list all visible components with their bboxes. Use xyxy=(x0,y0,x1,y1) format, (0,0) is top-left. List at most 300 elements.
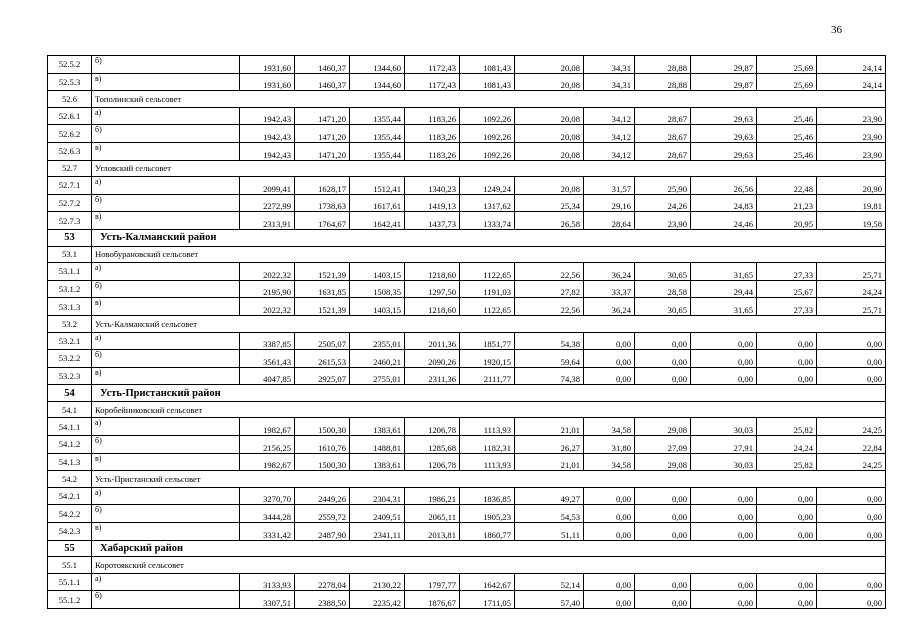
table-cell-value: 25,71 xyxy=(817,298,886,316)
table-cell-value: 28,67 xyxy=(635,142,691,160)
table-cell-value: 1092,26 xyxy=(460,107,515,125)
table-row xyxy=(48,56,886,74)
table-cell-value: 1081,43 xyxy=(460,73,515,91)
table-cell-value: 1249,24 xyxy=(460,177,515,195)
table-cell-value: 2487,90 xyxy=(295,523,350,541)
table-cell-value: 2409,51 xyxy=(350,505,405,523)
table-cell-value: 19,81 xyxy=(817,194,886,212)
table-cell-value: 1471,20 xyxy=(295,142,350,160)
table-cell-value: 2195,90 xyxy=(240,280,295,298)
row-variant-label: в) xyxy=(92,73,240,91)
table-cell-value: 1631,85 xyxy=(295,280,350,298)
table-cell-value: 29,16 xyxy=(584,194,635,212)
table-cell-value: 2235,42 xyxy=(350,591,405,609)
district-title: Усть-Калманский район xyxy=(92,229,886,246)
table-cell-value: 2011,36 xyxy=(405,332,460,350)
tariff-table xyxy=(47,55,886,609)
table-cell-value: 3387,85 xyxy=(240,332,295,350)
table-cell-value: 1183,26 xyxy=(405,142,460,160)
table-cell-value: 57,40 xyxy=(515,591,584,609)
table-row xyxy=(48,487,886,505)
table-cell-value: 1333,74 xyxy=(460,212,515,230)
row-code: 53 xyxy=(48,229,92,246)
table-cell-value: 0,00 xyxy=(635,573,691,591)
table-cell-value: 1905,23 xyxy=(460,505,515,523)
table-cell-value: 25,34 xyxy=(515,194,584,212)
settlement-header-row xyxy=(48,557,886,574)
row-code: 54.2.3 xyxy=(48,523,92,541)
table-cell-value: 34,12 xyxy=(584,107,635,125)
table-cell-value: 21,01 xyxy=(515,418,584,436)
table-cell-value: 1113,93 xyxy=(460,453,515,471)
table-cell-value: 0,00 xyxy=(757,591,817,609)
settlement-header-row xyxy=(48,471,886,488)
table-row xyxy=(48,298,886,316)
table-cell-value: 2505,07 xyxy=(295,332,350,350)
table-cell-value: 22,84 xyxy=(817,436,886,454)
table-row xyxy=(48,367,886,385)
table-cell-value: 0,00 xyxy=(757,523,817,541)
table-cell-value: 25,46 xyxy=(757,142,817,160)
row-variant-label: б) xyxy=(92,350,240,368)
table-cell-value: 1182,31 xyxy=(460,436,515,454)
table-cell-value: 1628,17 xyxy=(295,177,350,195)
table-cell-value: 1122,65 xyxy=(460,298,515,316)
table-cell-value: 74,38 xyxy=(515,367,584,385)
table-cell-value: 1218,60 xyxy=(405,263,460,281)
table-cell-value: 2013,81 xyxy=(405,523,460,541)
table-cell-value: 1508,35 xyxy=(350,280,405,298)
row-code: 53.2.3 xyxy=(48,367,92,385)
settlement-title: Усть-Калманский сельсовет xyxy=(92,315,886,332)
table-cell-value: 23,90 xyxy=(817,107,886,125)
table-cell-value: 0,00 xyxy=(757,350,817,368)
table-cell-value: 0,00 xyxy=(757,505,817,523)
row-variant-label: в) xyxy=(92,142,240,160)
table-cell-value: 1797,77 xyxy=(405,573,460,591)
table-cell-value: 54,38 xyxy=(515,332,584,350)
table-cell-value: 2022,32 xyxy=(240,298,295,316)
table-cell-value: 2278,04 xyxy=(295,573,350,591)
table-cell-value: 28,88 xyxy=(635,56,691,74)
table-cell-value: 0,00 xyxy=(635,505,691,523)
table-cell-value: 49,27 xyxy=(515,487,584,505)
table-row xyxy=(48,107,886,125)
table-cell-value: 1403,15 xyxy=(350,263,405,281)
table-cell-value: 1183,26 xyxy=(405,125,460,143)
table-cell-value: 4047,85 xyxy=(240,367,295,385)
row-code: 52.7 xyxy=(48,160,92,177)
table-cell-value: 20,95 xyxy=(757,212,817,230)
row-code: 55 xyxy=(48,540,92,557)
settlement-title: Угловский сельсовет xyxy=(92,160,886,177)
row-code: 52.6.3 xyxy=(48,142,92,160)
table-cell-value: 30,65 xyxy=(635,298,691,316)
table-cell-value: 1344,60 xyxy=(350,56,405,74)
table-cell-value: 30,03 xyxy=(691,453,757,471)
table-cell-value: 27,33 xyxy=(757,263,817,281)
table-cell-value: 29,08 xyxy=(635,453,691,471)
row-variant-label: а) xyxy=(92,487,240,505)
table-cell-value: 29,63 xyxy=(691,142,757,160)
table-cell-value: 2313,91 xyxy=(240,212,295,230)
table-row xyxy=(48,573,886,591)
table-cell-value: 0,00 xyxy=(817,591,886,609)
row-variant-label: в) xyxy=(92,212,240,230)
table-cell-value: 28,58 xyxy=(635,280,691,298)
table-cell-value: 1403,15 xyxy=(350,298,405,316)
row-code: 52.7.3 xyxy=(48,212,92,230)
row-code: 52.7.2 xyxy=(48,194,92,212)
table-cell-value: 24,25 xyxy=(817,418,886,436)
table-cell-value: 2388,50 xyxy=(295,591,350,609)
table-cell-value: 1521,39 xyxy=(295,298,350,316)
table-cell-value: 0,00 xyxy=(584,487,635,505)
table-cell-value: 34,12 xyxy=(584,142,635,160)
table-cell-value: 0,00 xyxy=(817,505,886,523)
table-cell-value: 25,71 xyxy=(817,263,886,281)
table-cell-value: 22,56 xyxy=(515,298,584,316)
table-cell-value: 26,58 xyxy=(515,212,584,230)
table-cell-value: 1460,37 xyxy=(295,73,350,91)
table-cell-value: 2111,77 xyxy=(460,367,515,385)
table-cell-value: 0,00 xyxy=(817,573,886,591)
settlement-title: Тополинский сельсовет xyxy=(92,91,886,108)
table-cell-value: 25,46 xyxy=(757,125,817,143)
row-code: 54 xyxy=(48,385,92,402)
settlement-header-row xyxy=(48,246,886,263)
district-title: Хабарский район xyxy=(92,540,886,557)
table-cell-value: 1172,43 xyxy=(405,56,460,74)
table-cell-value: 1355,44 xyxy=(350,142,405,160)
table-cell-value: 1500,30 xyxy=(295,453,350,471)
table-cell-value: 0,00 xyxy=(817,523,886,541)
row-variant-label: б) xyxy=(92,591,240,609)
table-cell-value: 24,24 xyxy=(757,436,817,454)
table-cell-value: 34,12 xyxy=(584,125,635,143)
table-cell-value: 2341,11 xyxy=(350,523,405,541)
row-code: 53.1.2 xyxy=(48,280,92,298)
row-variant-label: а) xyxy=(92,332,240,350)
table-cell-value: 59,64 xyxy=(515,350,584,368)
settlement-title: Коротоякский сельсовет xyxy=(92,557,886,574)
table-cell-value: 0,00 xyxy=(584,523,635,541)
table-cell-value: 1738,63 xyxy=(295,194,350,212)
table-cell-value: 23,90 xyxy=(817,142,886,160)
table-cell-value: 1113,93 xyxy=(460,418,515,436)
table-cell-value: 25,69 xyxy=(757,73,817,91)
table-cell-value: 1488,81 xyxy=(350,436,405,454)
table-cell-value: 23,90 xyxy=(817,125,886,143)
table-cell-value: 1610,76 xyxy=(295,436,350,454)
table-cell-value: 20,08 xyxy=(515,73,584,91)
row-code: 54.2 xyxy=(48,471,92,488)
table-cell-value: 25,82 xyxy=(757,453,817,471)
row-variant-label: а) xyxy=(92,573,240,591)
district-title: Усть-Пристанский район xyxy=(92,385,886,402)
table-cell-value: 1931,60 xyxy=(240,73,295,91)
table-cell-value: 1297,50 xyxy=(405,280,460,298)
table-cell-value: 27,09 xyxy=(635,436,691,454)
table-cell-value: 1521,39 xyxy=(295,263,350,281)
table-cell-value: 1122,65 xyxy=(460,263,515,281)
table-cell-value: 28,64 xyxy=(584,212,635,230)
table-cell-value: 20,08 xyxy=(515,56,584,74)
table-cell-value: 24,83 xyxy=(691,194,757,212)
table-cell-value: 3561,43 xyxy=(240,350,295,368)
table-cell-value: 0,00 xyxy=(757,332,817,350)
table-cell-value: 0,00 xyxy=(817,487,886,505)
table-cell-value: 31,65 xyxy=(691,263,757,281)
page-number: 36 xyxy=(831,24,842,36)
table-cell-value: 29,87 xyxy=(691,73,757,91)
table-row xyxy=(48,523,886,541)
row-variant-label: в) xyxy=(92,453,240,471)
table-cell-value: 0,00 xyxy=(691,573,757,591)
settlement-header-row xyxy=(48,401,886,418)
row-variant-label: б) xyxy=(92,436,240,454)
row-code: 55.1 xyxy=(48,557,92,574)
row-variant-label: б) xyxy=(92,194,240,212)
table-cell-value: 0,00 xyxy=(757,367,817,385)
row-code: 55.1.1 xyxy=(48,573,92,591)
row-code: 52.5.3 xyxy=(48,73,92,91)
district-header-row xyxy=(48,229,886,246)
row-code: 54.1.1 xyxy=(48,418,92,436)
table-cell-value: 28,67 xyxy=(635,107,691,125)
row-code: 52.6.2 xyxy=(48,125,92,143)
table-cell-value: 1460,37 xyxy=(295,56,350,74)
table-cell-value: 2065,11 xyxy=(405,505,460,523)
table-cell-value: 29,08 xyxy=(635,418,691,436)
table-cell-value: 3307,51 xyxy=(240,591,295,609)
table-cell-value: 25,46 xyxy=(757,107,817,125)
table-row xyxy=(48,280,886,298)
table-cell-value: 1642,41 xyxy=(350,212,405,230)
table-cell-value: 21,23 xyxy=(757,194,817,212)
table-row xyxy=(48,125,886,143)
table-cell-value: 1092,26 xyxy=(460,142,515,160)
table-cell-value: 36,24 xyxy=(584,263,635,281)
table-cell-value: 51,11 xyxy=(515,523,584,541)
table-cell-value: 1344,60 xyxy=(350,73,405,91)
table-cell-value: 0,00 xyxy=(584,505,635,523)
table-row xyxy=(48,177,886,195)
table-cell-value: 2022,32 xyxy=(240,263,295,281)
table-cell-value: 2304,31 xyxy=(350,487,405,505)
table-cell-value: 1471,20 xyxy=(295,125,350,143)
table-cell-value: 25,82 xyxy=(757,418,817,436)
table-cell-value: 26,56 xyxy=(691,177,757,195)
table-cell-value: 27,33 xyxy=(757,298,817,316)
table-cell-value: 1340,23 xyxy=(405,177,460,195)
row-variant-label: б) xyxy=(92,125,240,143)
table-cell-value: 1317,62 xyxy=(460,194,515,212)
table-row xyxy=(48,194,886,212)
table-cell-value: 0,00 xyxy=(584,367,635,385)
table-row xyxy=(48,591,886,609)
row-code: 52.7.1 xyxy=(48,177,92,195)
table-cell-value: 0,00 xyxy=(691,350,757,368)
table-cell-value: 34,31 xyxy=(584,73,635,91)
settlement-title: Коробейниковский сельсовет xyxy=(92,401,886,418)
table-cell-value: 26,27 xyxy=(515,436,584,454)
table-cell-value: 2559,72 xyxy=(295,505,350,523)
table-cell-value: 23,90 xyxy=(635,212,691,230)
table-cell-value: 1836,85 xyxy=(460,487,515,505)
table-cell-value: 1642,67 xyxy=(460,573,515,591)
table-cell-value: 0,00 xyxy=(691,332,757,350)
table-cell-value: 2355,01 xyxy=(350,332,405,350)
table-cell-value: 22,48 xyxy=(757,177,817,195)
table-cell-value: 2130,22 xyxy=(350,573,405,591)
table-cell-value: 0,00 xyxy=(635,591,691,609)
table-cell-value: 0,00 xyxy=(757,573,817,591)
table-cell-value: 28,67 xyxy=(635,125,691,143)
table-row xyxy=(48,212,886,230)
table-cell-value: 2460,21 xyxy=(350,350,405,368)
row-code: 52.5.2 xyxy=(48,56,92,74)
settlement-header-row xyxy=(48,315,886,332)
table-cell-value: 30,03 xyxy=(691,418,757,436)
table-cell-value: 3331,42 xyxy=(240,523,295,541)
table-cell-value: 20,90 xyxy=(817,177,886,195)
settlement-title: Новобурановский сельсовет xyxy=(92,246,886,263)
table-cell-value: 1982,67 xyxy=(240,453,295,471)
table-row xyxy=(48,332,886,350)
table-row xyxy=(48,73,886,91)
table-cell-value: 1437,73 xyxy=(405,212,460,230)
row-code: 54.2.1 xyxy=(48,487,92,505)
table-cell-value: 2449,26 xyxy=(295,487,350,505)
table-cell-value: 0,00 xyxy=(584,573,635,591)
row-code: 53.1.3 xyxy=(48,298,92,316)
row-code: 53.2.1 xyxy=(48,332,92,350)
table-row xyxy=(48,350,886,368)
table-row xyxy=(48,453,886,471)
row-code: 55.1.2 xyxy=(48,591,92,609)
table-cell-value: 29,44 xyxy=(691,280,757,298)
row-code: 53.1.1 xyxy=(48,263,92,281)
row-code: 54.1 xyxy=(48,401,92,418)
row-variant-label: а) xyxy=(92,263,240,281)
table-cell-value: 20,08 xyxy=(515,107,584,125)
row-variant-label: б) xyxy=(92,56,240,74)
table-cell-value: 1172,43 xyxy=(405,73,460,91)
table-cell-value: 1383,61 xyxy=(350,453,405,471)
table-cell-value: 0,00 xyxy=(635,367,691,385)
row-code: 53.2.2 xyxy=(48,350,92,368)
table-cell-value: 34,58 xyxy=(584,418,635,436)
table-row xyxy=(48,142,886,160)
settlement-header-row xyxy=(48,91,886,108)
row-variant-label: а) xyxy=(92,177,240,195)
table-row xyxy=(48,505,886,523)
table-cell-value: 1711,05 xyxy=(460,591,515,609)
table-cell-value: 1851,77 xyxy=(460,332,515,350)
table-cell-value: 27,91 xyxy=(691,436,757,454)
table-cell-value: 0,00 xyxy=(635,487,691,505)
table-cell-value: 1092,26 xyxy=(460,125,515,143)
settlement-header-row xyxy=(48,160,886,177)
table-cell-value: 2755,01 xyxy=(350,367,405,385)
table-cell-value: 20,08 xyxy=(515,125,584,143)
table-cell-value: 31,65 xyxy=(691,298,757,316)
table-cell-value: 0,00 xyxy=(691,505,757,523)
table-cell-value: 2099,41 xyxy=(240,177,295,195)
table-cell-value: 3444,28 xyxy=(240,505,295,523)
table-cell-value: 2925,07 xyxy=(295,367,350,385)
table-cell-value: 1860,77 xyxy=(460,523,515,541)
table-cell-value: 0,00 xyxy=(584,332,635,350)
row-variant-label: б) xyxy=(92,505,240,523)
row-variant-label: в) xyxy=(92,367,240,385)
table-cell-value: 0,00 xyxy=(691,487,757,505)
table-cell-value: 1419,13 xyxy=(405,194,460,212)
table-cell-value: 1920,15 xyxy=(460,350,515,368)
table-cell-value: 1355,44 xyxy=(350,107,405,125)
table-cell-value: 29,63 xyxy=(691,125,757,143)
table-cell-value: 1355,44 xyxy=(350,125,405,143)
table-cell-value: 29,87 xyxy=(691,56,757,74)
row-variant-label: б) xyxy=(92,280,240,298)
table-cell-value: 0,00 xyxy=(757,487,817,505)
table-cell-value: 27,82 xyxy=(515,280,584,298)
row-code: 52.6 xyxy=(48,91,92,108)
table-cell-value: 1986,21 xyxy=(405,487,460,505)
row-code: 53.2 xyxy=(48,315,92,332)
table-cell-value: 19,58 xyxy=(817,212,886,230)
table-cell-value: 1500,30 xyxy=(295,418,350,436)
table-cell-value: 31,80 xyxy=(584,436,635,454)
table-row xyxy=(48,263,886,281)
table-cell-value: 25,67 xyxy=(757,280,817,298)
table-cell-value: 1471,20 xyxy=(295,107,350,125)
table-cell-value: 2156,25 xyxy=(240,436,295,454)
district-header-row xyxy=(48,540,886,557)
row-variant-label: в) xyxy=(92,523,240,541)
table-cell-value: 0,00 xyxy=(584,350,635,368)
table-cell-value: 52,14 xyxy=(515,573,584,591)
table-cell-value: 0,00 xyxy=(691,591,757,609)
table-cell-value: 34,58 xyxy=(584,453,635,471)
row-code: 54.1.3 xyxy=(48,453,92,471)
table-cell-value: 34,31 xyxy=(584,56,635,74)
table-cell-value: 24,26 xyxy=(635,194,691,212)
table-cell-value: 2311,36 xyxy=(405,367,460,385)
table-cell-value: 31,57 xyxy=(584,177,635,195)
table-cell-value: 1876,67 xyxy=(405,591,460,609)
table-cell-value: 24,14 xyxy=(817,73,886,91)
table-cell-value: 1942,43 xyxy=(240,142,295,160)
table-cell-value: 1982,67 xyxy=(240,418,295,436)
table-cell-value: 20,08 xyxy=(515,142,584,160)
table-cell-value: 0,00 xyxy=(635,332,691,350)
table-cell-value: 29,63 xyxy=(691,107,757,125)
table-row xyxy=(48,436,886,454)
table-cell-value: 0,00 xyxy=(691,523,757,541)
table-cell-value: 22,56 xyxy=(515,263,584,281)
table-cell-value: 25,69 xyxy=(757,56,817,74)
table-cell-value: 30,65 xyxy=(635,263,691,281)
table-cell-value: 1206,78 xyxy=(405,453,460,471)
table-cell-value: 21,01 xyxy=(515,453,584,471)
row-code: 53.1 xyxy=(48,246,92,263)
row-code: 54.2.2 xyxy=(48,505,92,523)
table-cell-value: 33,37 xyxy=(584,280,635,298)
table-cell-value: 2090,26 xyxy=(405,350,460,368)
table-cell-value: 1191,03 xyxy=(460,280,515,298)
